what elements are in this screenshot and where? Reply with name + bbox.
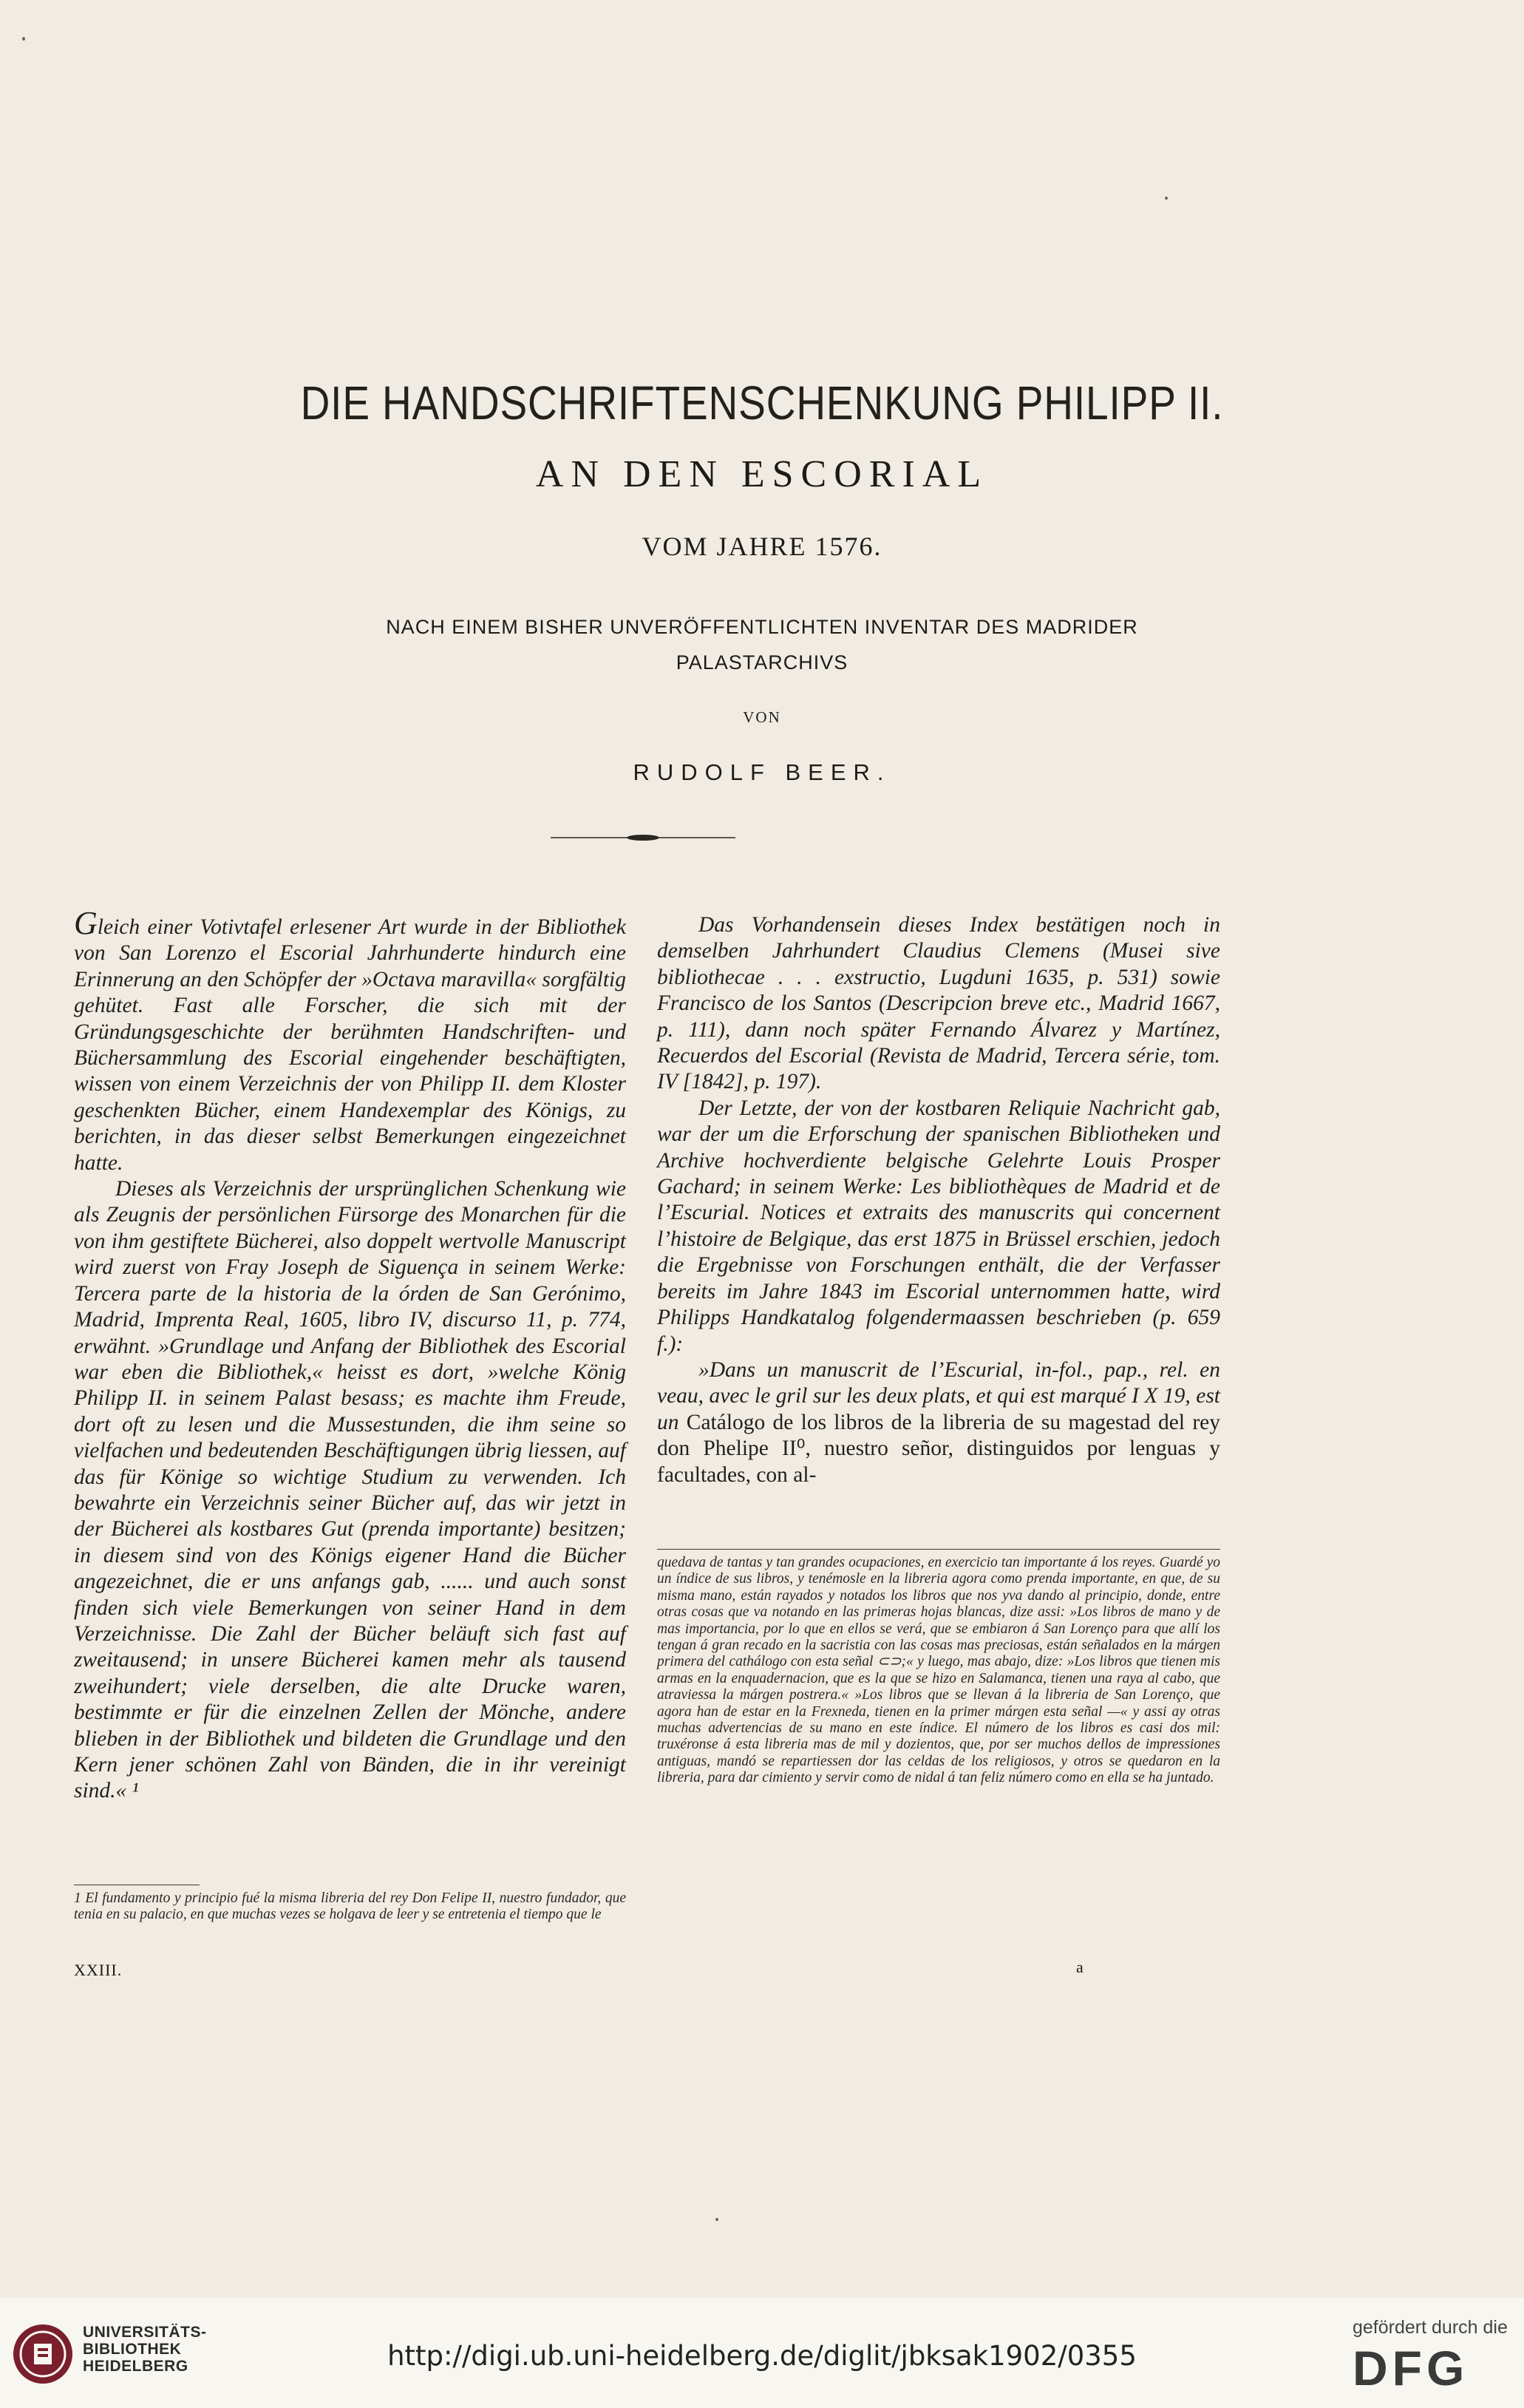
left-column	[74, 905, 626, 1805]
left-paragraph-2: Dieses als Verzeichnis der ursprünglichen Schenkung wie als Zeugnis der persönlichen Fürsorge des Monarchen für die von ihm gestiftete Bücherei, also doppelt wertvolle Manuscript wird zuerst von Fray Joseph de Siguença in seinem Werke: Tercera parte de la historia de la órden de San Gerónimo, Madrid, Imprenta Real, 1605, libro IV, discurso 11, p. 774, erwähnt. »Grundlage und Anfang der Bibliothek des Escorial war eben die Bibliothek,« heisst es dort, »welche König Philipp II. in seinem Palast besass; es machte ihm Freude, dort oft zu lesen und die Mussestunden, die ihm seine so vielfachen und bedeutenden Beschäftigungen übrig liessen, auf das für Könige so wichtige Studium zu verwenden. Ich bewahrte ein Verzeichnis seiner Bücher auf, das wir jetzt in der Bücherei als kostbares Gut (prenda importante) besitzen; in diesem sind von des Königs eigener Hand die Bücher angezeichnet, die er uns anfangs gab, ...... und auch sonst finden sich viele Bemerkungen von seiner Hand in dem Verzeichnisse. Die Zahl der Bücher beläuft sich fast auf zweitausend; in unsere Büchereі kamen mehr als tausend zweihundert; viele derselben, die alte Drucke waren, bestimmte er für die einzelnen Zellen der Mönche, andere blieben in der Bibliothek und bildeten die Grundlage und den Kern jener schönen Zahl von Bänden, die in ihr vereinigt sind.« ¹	[74, 1177, 626, 1803]
dfg-logo-icon[interactable]	[1353, 2344, 1493, 2391]
article-title: DIE HANDSCHRIFTENSCHENKUNG PHILIPP II.	[300, 376, 1224, 430]
year-line: VOM JAHRE 1576.	[642, 532, 882, 561]
signature-mark: a	[1076, 1958, 1084, 1976]
by-line: VON	[743, 708, 781, 726]
left-footnote-text: 1 El fundamento y principio fué la misma libreria del rey Don Felipe II, nuestro fundador, que tenia en su palacio, en que muchas vezes se holgava de leer y se entretenia el tiempo que le	[74, 1890, 626, 1923]
library-line-2: BIBLIOTHEK	[83, 2341, 182, 2358]
right-footnote-text: quedava de tantas y tan grandes ocupaciones, en exercicio tan importante á los reyes. Guardé yo un índice de sus libros, y tenémosle en la libreria agora como prenda importante, en que, de su misma mano, están rayados y notados los libros que nos yva dando al principio, donde, entre otras cosas que va notando en las primeras hojas blancas, dize assi: »Los libros de mano y de mas importancia, por lo que en ellos se verá, que se embiaron á San Lorenço para que allí los tengan á gran recado en la sacristia con las cosas mas preciosas, están señalados en la márgen primera del cathálogo con esta señal ⊂⊃;« y luego, mas abajo, dize: »Los libros que tienen mis armas en la enquadernacion, que es la que se hizo en Salamanca, tienen una raya al cabo, que atraviessa la márgen postrera.« »Los libros que se llevan á la libreria de San Lorenço, que agora han de estar en la Frexneda, tienen en la primer márgen esta señal —« y assi ay otras muchas advertencias de su mano en este índice. El número de los libros es casi dos mil: truxéronse á esta libreria mas de mil y dozientos, que, por ser muchos dellos de impressiones antiguas, mandó se repartiessen dor las celdas de los religiosos, y otros se quedaron en la libreria, para dar cimiento y servir como de nidal á tan feliz número como en ella se ha juntado.	[657, 1555, 1220, 1786]
scan-speck	[715, 2218, 718, 2221]
scan-speck	[1165, 197, 1168, 200]
right-paragraph-1: Das Vorhandensein dieses Index bestätigen noch in demselben Jahrhundert Claudius Clemens (Musei sive bibliothecae . . . exstructio, Lugduni 1635, p. 531) sowie Francisco de los Santos (Descripcion breve etc., Madrid 1667, p. 111), dann noch später Fernando Álvarez y Martínez, Recuerdos del Escorial (Revista de Madrid, Tercera série, tom. IV [1842], p. 197).	[657, 913, 1220, 1094]
source-line-1: NACH EINEM BISHER UNVERÖFFENTLICHTEN INVENTAR DES MADRIDER	[386, 616, 1138, 638]
library-line-3: HEIDELBERG	[83, 2358, 188, 2375]
right-column	[657, 912, 1220, 1488]
source-line-2: PALASTARCHIVS	[676, 651, 848, 674]
scan-speck	[22, 37, 25, 41]
dfg-logo-text: DFG	[1353, 2344, 1469, 2391]
footnote-rule-right	[657, 1549, 1220, 1550]
drop-initial: G	[74, 905, 98, 941]
library-line-1: UNIVERSITÄTS-	[83, 2324, 207, 2341]
volume-marker: XXIII.	[74, 1961, 123, 1979]
author-name: RUDOLF BEER.	[633, 759, 891, 785]
funding-note: gefördert durch die	[1353, 2317, 1508, 2338]
right-footnote	[657, 1555, 1220, 1787]
right-paragraph-2: Der Letzte, der von der kostbaren Reliquie Nachricht gab, war der um die Erforschung der spanischen Bibliotheken und Archive hochverdiente belgische Gelehrte Louis Prosper Gachard; in seinem Werke: Les bibliothèques de Madrid et de l’Escurial. Notices et extraits des manuscrits qui concernent l’histoire de Belgique, das erst 1875 in Brüssel erschien, jedoch die Ergebnisse von Forschungen enthält, die der Verfasser bereits im Jahre 1843 im Escorial unternommen hatte, wird Philipps Handkatalog folgendermaassen beschrieben (p. 659 f.):	[657, 1096, 1220, 1356]
permalink-url[interactable]: http://digi.ub.uni-heidelberg.de/diglit/jbksak1902/0355	[387, 2340, 1137, 2372]
right-paragraph-3-italic: »Dans un manuscrit de l’Escurial, in-fol., pap., rel. en veau, avec le gril sur les deux plats, et qui est marqué I X 19, est un	[657, 1357, 1220, 1434]
left-paragraph-1: leich einer Votivtafel erlesener Art wurde in der Bibliothek von San Lorenzo el Escorial Jahrhunderte hindurch eine Erinnerung an den Schöpfer der »Octava maravilla« sorgfältig gehütet. Fast alle Forscher, die sich mit der Gründungsgeschichte der berühmten Handschriften- und Büchersammlung des Escorial eingehender beschäftigten, wissen von einem Verzeichnis der von Philipp II. dem Kloster geschenkten Bücher, einem Handexemplar des Königs, zu berichten, in das dieser selbst Bemerkungen eingezeichnet hatte.	[74, 915, 626, 1175]
right-paragraph-3-roman: Catálogo de los libros de la libreria de su magestad del rey don Phelipe II⁰, nuestro señor, distinguidos por lenguas y facultades, con al-	[657, 1410, 1221, 1487]
left-footnote	[74, 1890, 626, 1924]
ornament-divider	[551, 832, 735, 843]
article-subtitle: AN DEN ESCORIAL	[535, 453, 989, 495]
